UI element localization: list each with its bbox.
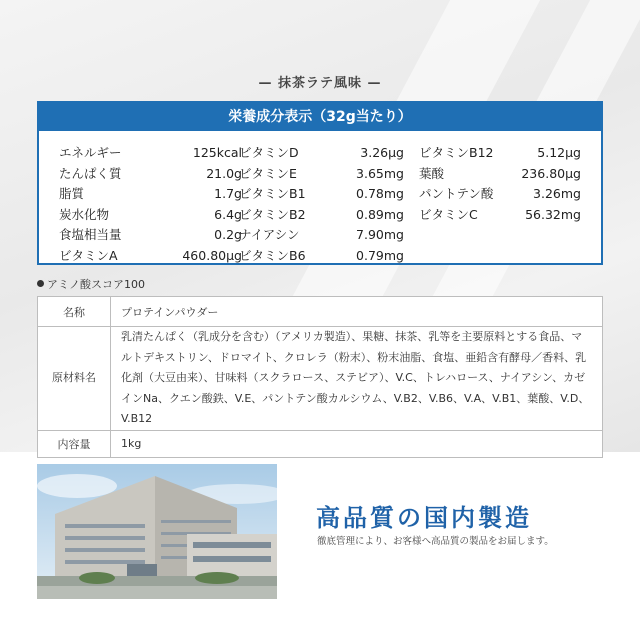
nutrient-name: ビタミンE: [239, 165, 297, 181]
nutrition-row: [239, 205, 404, 226]
nutrient-value: 0.89mg: [356, 206, 404, 222]
nutrient-name: たんぱく質: [59, 165, 122, 181]
quality-heading: 高品質の国内製造: [316, 504, 532, 532]
nutrient-value: 56.32mg: [525, 206, 581, 222]
nutrient-name: ビタミンB2: [239, 206, 306, 222]
nutrition-row: [59, 246, 242, 267]
nutrient-name: ビタミンB1: [239, 186, 306, 201]
table-row: [38, 327, 603, 431]
nutrient-value: 21.0g: [206, 165, 242, 181]
nutrition-row: [419, 143, 581, 164]
nutrition-column-2: [239, 143, 404, 266]
nutrient-value: 7.90mg: [356, 227, 404, 242]
nutrition-row: [59, 205, 242, 226]
nutrient-name: ビタミンD: [239, 145, 299, 160]
nutrient-value: 125kcal: [192, 145, 242, 160]
nutrient-name: 葉酸: [419, 165, 445, 181]
nutrition-row: [419, 164, 581, 185]
spec-label: 名称: [38, 297, 111, 327]
nutrition-row: [239, 246, 404, 267]
nutrition-column-3: [419, 143, 581, 225]
nutrition-facts-box: [37, 101, 603, 265]
flavor-label: — 抹茶ラテ風味 —: [258, 76, 382, 91]
nutrient-name: ビタミンA: [59, 247, 118, 263]
nutrient-value: 0.79mg: [356, 247, 404, 263]
nutrition-row: [239, 225, 404, 246]
factory-building-image: [37, 464, 277, 599]
product-spec-table: [37, 296, 603, 458]
nutrition-row: [239, 184, 404, 205]
nutrition-row: [59, 225, 242, 246]
nutrition-row: [239, 164, 404, 185]
nutrient-value: 6.4g: [214, 206, 242, 222]
nutrient-value: 0.78mg: [356, 186, 404, 201]
nutrient-value: 3.26mg: [533, 186, 581, 201]
table-row: [38, 430, 603, 457]
quality-subtitle: 徹底管理により、お客様へ高品質の製品をお届します。: [317, 536, 554, 547]
nutrient-name: 脂質: [59, 186, 85, 201]
spec-value: プロテインパウダー: [111, 297, 603, 327]
spec-value: 1kg: [111, 430, 603, 457]
nutrient-value: 3.26μg: [360, 145, 404, 160]
nutrient-name: ナイアシン: [239, 227, 300, 242]
spec-value: 乳清たんぱく（乳成分を含む）（アメリカ製造）、果糖、抹茶、乳等を主要原料とする食品、マルトデキストリン、ドロマイト、クロレラ（粉末）、粉末油脂、食塩、亜鉛含有酵母／香料、乳化剤（大豆由来）、甘味料（スクラロース、ステビア）、V.C、トレハロース、ナイアシン、カゼインNa、クエン酸鉄、V.E、パントテン酸カルシウム、V.B2、V.B6、V.A、V.B1、葉酸、V.D、V.B12: [111, 327, 603, 431]
nutrition-row: [59, 164, 242, 185]
spec-label: 原材料名: [38, 327, 111, 431]
factory-photo: [37, 464, 277, 599]
table-row: [38, 297, 603, 327]
nutrition-row: [419, 184, 581, 205]
spec-label: 内容量: [38, 430, 111, 457]
nutrient-value: 1.7g: [214, 186, 242, 201]
nutrient-name: ビタミンB6: [239, 247, 306, 263]
nutrition-row: [59, 184, 242, 205]
nutrition-row: [59, 143, 242, 164]
nutrient-name: ビタミンC: [419, 206, 478, 222]
nutrition-column-1: [59, 143, 242, 266]
amino-score-text: アミノ酸スコア100: [47, 278, 145, 291]
nutrient-name: エネルギー: [59, 145, 122, 160]
bullet-icon: [37, 280, 44, 287]
nutrient-name: 炭水化物: [59, 206, 110, 222]
nutrition-row: [239, 143, 404, 164]
nutrient-value: 460.80μg: [182, 247, 242, 263]
nutrient-value: 3.65mg: [356, 165, 404, 181]
nutrient-value: 5.12μg: [537, 145, 581, 160]
nutrient-name: パントテン酸: [419, 186, 494, 201]
nutrient-name: 食塩相当量: [59, 227, 122, 242]
nutrient-name: ビタミンB12: [419, 145, 494, 160]
nutrition-title: 栄養成分表示（32g当たり）: [39, 103, 601, 131]
nutrient-value: 0.2g: [214, 227, 242, 242]
nutrition-row: [419, 205, 581, 226]
amino-score-note: [37, 276, 145, 292]
nutrient-value: 236.80μg: [521, 165, 581, 181]
